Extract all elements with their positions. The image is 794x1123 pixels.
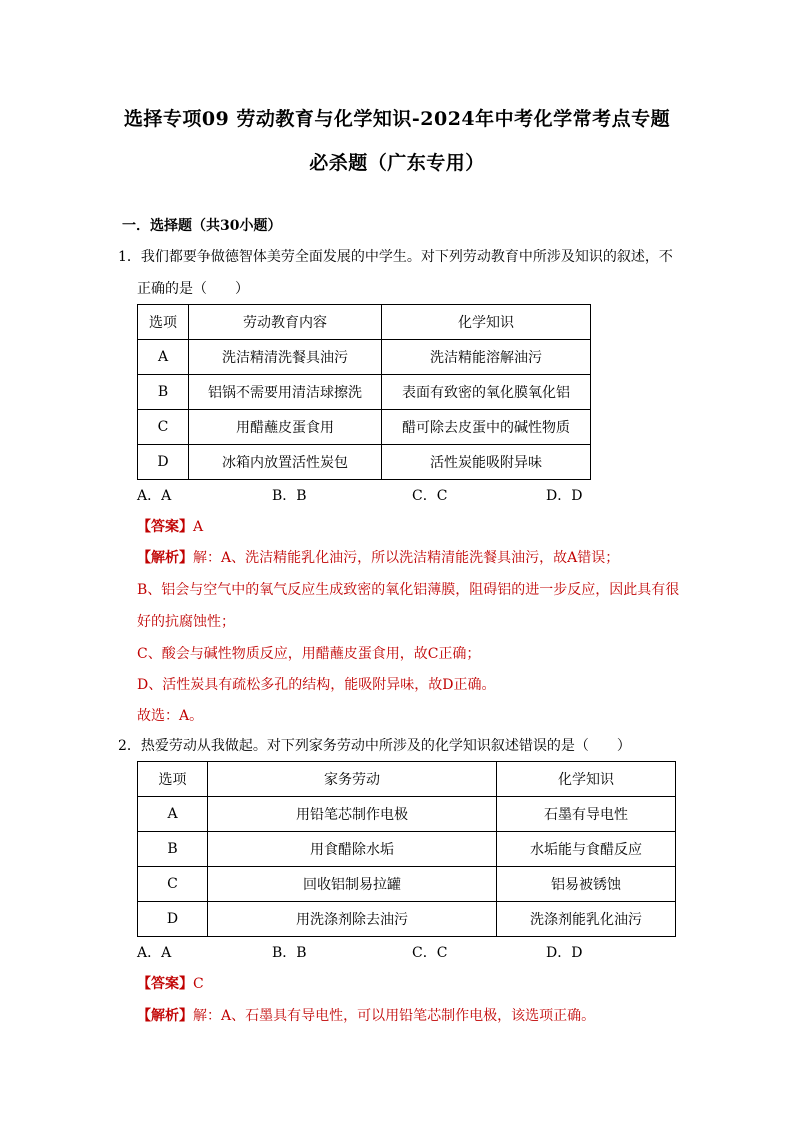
table-cell: C (138, 410, 189, 445)
analysis-text: 解：A、石墨具有导电性，可以用铅笔芯制作电极，该选项正确。 (193, 1008, 596, 1024)
q2-table (137, 761, 676, 937)
q2-answer (137, 974, 204, 994)
table-cell: 用铅笔芯制作电极 (208, 797, 497, 832)
table-cell: 活性炭能吸附异味 (382, 445, 591, 480)
table-row (138, 375, 591, 410)
option-b: B．B (272, 488, 307, 504)
table-cell: 洗涤剂能乳化油污 (497, 902, 676, 937)
answer-value: C (193, 976, 204, 992)
q2-analysis-line1 (137, 1006, 595, 1026)
table-header-cell: 选项 (138, 762, 208, 797)
table-header-row (138, 762, 676, 797)
table-cell: B (138, 375, 189, 410)
option-d: D．D (546, 488, 583, 504)
table-cell: 用洗涤剂除去油污 (208, 902, 497, 937)
table-cell: 醋可除去皮蛋中的碱性物质 (382, 410, 591, 445)
table-cell: 用醋蘸皮蛋食用 (189, 410, 382, 445)
table-row (138, 867, 676, 902)
option-c: C．C (412, 488, 448, 504)
answer-value: A (193, 519, 204, 535)
q1-options (137, 486, 637, 506)
table-header-cell: 化学知识 (497, 762, 676, 797)
option-b: B．B (272, 945, 307, 961)
table-row (138, 797, 676, 832)
table-cell: 洗洁精清洗餐具油污 (189, 340, 382, 375)
table-cell: A (138, 340, 189, 375)
analysis-text: 解：A、洗洁精能乳化油污，所以洗洁精清能洗餐具油污，故A错误； (193, 550, 620, 566)
table-cell: D (138, 445, 189, 480)
table-header-cell: 选项 (138, 305, 189, 340)
table-row (138, 340, 591, 375)
table-cell: 表面有致密的氧化膜氧化铝 (382, 375, 591, 410)
q1-analysis-line2: B、铝会与空气中的氧气反应生成致密的氧化铝薄膜，阻碍铝的进一步反应，因此具有很 (137, 582, 680, 598)
option-c: C．C (412, 945, 448, 961)
q2-stem: 2．热爱劳动从我做起。对下列家务劳动中所涉及的化学知识叙述错误的是（ ） (118, 738, 631, 754)
table-cell: C (138, 867, 208, 902)
answer-label: 【答案】 (137, 519, 193, 535)
table-row (138, 410, 591, 445)
q1-analysis-line1 (137, 548, 619, 568)
q1-stem-line2: 正确的是（ ） (137, 281, 249, 297)
table-header-row (138, 305, 591, 340)
table-row (138, 445, 591, 480)
table-row (138, 902, 676, 937)
section-heading: 一．选择题（共30小题） (122, 218, 282, 234)
option-d: D．D (546, 945, 583, 961)
q1-conclusion: 故选：A。 (137, 708, 204, 724)
table-header-cell: 劳动教育内容 (189, 305, 382, 340)
table-cell: A (138, 797, 208, 832)
q2-options (137, 943, 637, 963)
option-a: A．A (137, 488, 172, 504)
table-cell: 回收铝制易拉罐 (208, 867, 497, 902)
table-header-cell: 化学知识 (382, 305, 591, 340)
q1-analysis-line4: C、酸会与碱性物质反应，用醋蘸皮蛋食用，故C正确； (137, 646, 481, 662)
table-row (138, 832, 676, 867)
q1-analysis-line3: 好的抗腐蚀性； (137, 614, 235, 630)
table-cell: 水垢能与食醋反应 (497, 832, 676, 867)
q1-answer (137, 517, 203, 537)
table-cell: B (138, 832, 208, 867)
table-cell: 用食醋除水垢 (208, 832, 497, 867)
table-header-cell: 家务劳动 (208, 762, 497, 797)
q1-stem-line1: 1．我们都要争做德智体美劳全面发展的中学生。对下列劳动教育中所涉及知识的叙述，不 (118, 249, 673, 265)
table-cell: 洗洁精能溶解油污 (382, 340, 591, 375)
analysis-label: 【解析】 (137, 1008, 193, 1024)
q1-table (137, 304, 591, 480)
document-subtitle: 必杀题（广东专用） (309, 152, 485, 174)
table-cell: D (138, 902, 208, 937)
table-cell: 铝锅不需要用清洁球擦洗 (189, 375, 382, 410)
answer-label: 【答案】 (137, 976, 193, 992)
analysis-label: 【解析】 (137, 550, 193, 566)
table-cell: 石墨有导电性 (497, 797, 676, 832)
q1-analysis-line5: D、活性炭具有疏松多孔的结构，能吸附异味，故D正确。 (137, 677, 496, 693)
option-a: A．A (137, 945, 172, 961)
table-cell: 冰箱内放置活性炭包 (189, 445, 382, 480)
table-cell: 铝易被锈蚀 (497, 867, 676, 902)
document-title: 选择专项09 劳动教育与化学知识-2024年中考化学常考点专题 (123, 108, 671, 130)
